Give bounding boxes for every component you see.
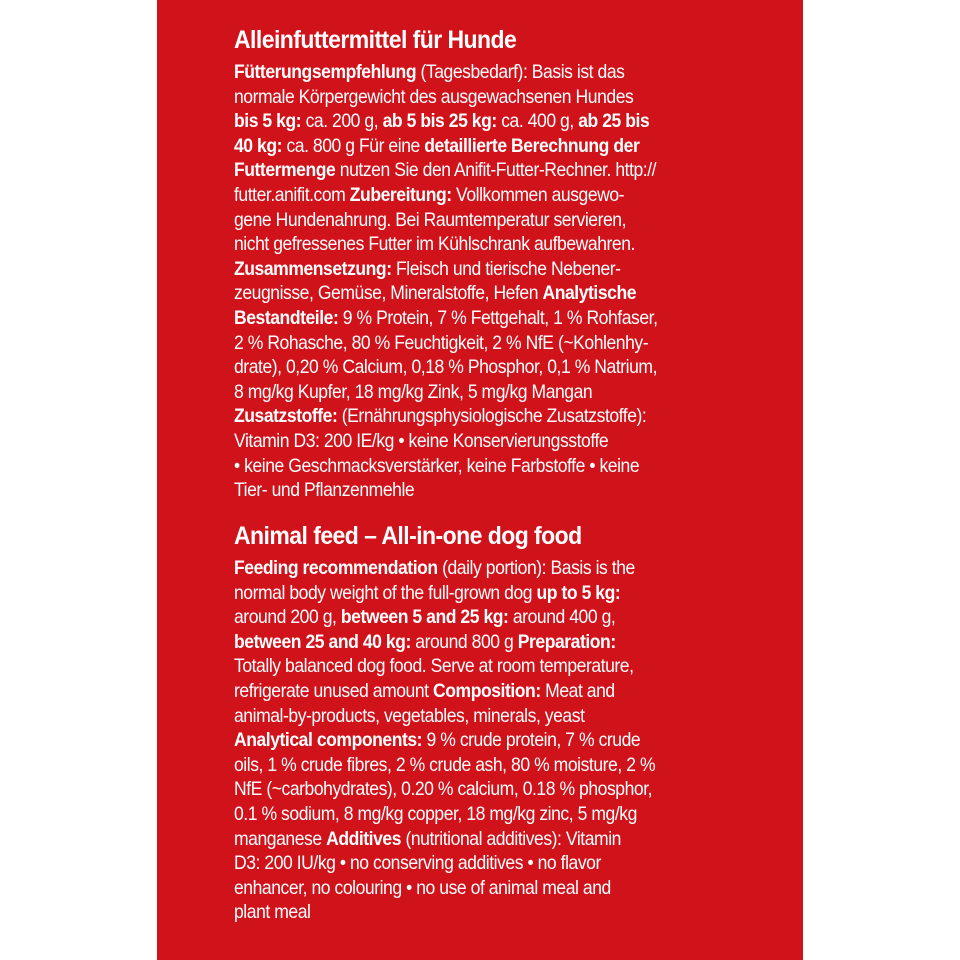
text-line — [234, 208, 725, 233]
text-line — [234, 478, 725, 503]
text-line — [234, 257, 725, 282]
bold-label: Bestandteile: — [234, 306, 339, 329]
bold-label: ab 25 bis — [578, 110, 650, 133]
bold-label: bis 5 kg: — [234, 110, 302, 133]
text-line — [234, 60, 725, 85]
text-run: ca. 400 g, — [496, 110, 579, 133]
english-section — [234, 520, 779, 925]
bold-label: Analytical components: — [234, 729, 423, 752]
text-run: • keine Geschmacksverstärker, keine Farbstoffe • keine — [234, 454, 640, 477]
text-run: around 400 g, — [508, 606, 616, 629]
text-line — [234, 630, 725, 655]
text-run: NfE (~carbohydrates), 0.20 % calcium, 0.18 % phosphor, — [234, 778, 653, 801]
text-line — [234, 183, 725, 208]
text-line — [234, 109, 725, 134]
text-line — [234, 679, 725, 704]
text-run: Totally balanced dog food. Serve at room temperature, — [234, 655, 634, 678]
text-line — [234, 605, 725, 630]
text-line — [234, 900, 725, 925]
text-run: (nutritional additives): Vitamin — [401, 827, 621, 850]
bold-label: between 25 and 40 kg: — [234, 630, 411, 653]
bold-label: Preparation: — [517, 630, 616, 653]
text-run: D3: 200 IU/kg • no conserving additives • no flavor — [234, 852, 601, 875]
text-line — [234, 556, 725, 581]
text-run: (Ernährungsphysiologische Zusatzstoffe): — [337, 405, 647, 428]
bold-label: Analytische — [542, 282, 637, 305]
text-run: around 200 g, — [234, 606, 341, 629]
text-run: refrigerate unused amount — [234, 679, 434, 702]
text-line — [234, 331, 725, 356]
text-run: animal-by-products, vegetables, minerals, yeast — [234, 704, 585, 727]
text-run: (daily portion): Basis is the — [437, 557, 635, 579]
text-line — [234, 404, 725, 429]
text-line — [234, 581, 725, 606]
text-run: enhancer, no colouring • no use of animal meal and — [234, 876, 611, 899]
text-run: (Tagesbedarf): Basis ist das — [416, 61, 625, 83]
text-run: nicht gefressenes Futter im Kühlschrank aufbewahren. — [234, 233, 635, 256]
bold-label: Composition: — [433, 679, 541, 702]
text-line — [234, 355, 725, 380]
text-line — [234, 281, 725, 306]
text-run: manganese — [234, 827, 327, 850]
bold-label: Zubereitung: — [349, 183, 452, 206]
text-line — [234, 429, 725, 454]
text-line — [234, 728, 725, 753]
text-line — [234, 753, 725, 778]
text-line — [234, 704, 725, 729]
bold-label: Additives — [326, 827, 402, 850]
text-line — [234, 232, 725, 257]
text-line — [234, 777, 725, 802]
text-run: nutzen Sie den Anifit-Futter-Rechner. http:// — [335, 159, 657, 182]
text-run: Fleisch und tierische Nebener- — [391, 257, 621, 280]
text-line — [234, 827, 725, 852]
bold-label: between 5 and 25 kg: — [340, 606, 509, 629]
bold-label: up to 5 kg: — [536, 581, 621, 604]
text-run: ca. 800 g Für eine — [282, 134, 425, 157]
text-run: oils, 1 % crude fibres, 2 % crude ash, 80 % moisture, 2 % — [234, 753, 656, 776]
bold-label: Futtermenge — [234, 159, 336, 182]
text-line — [234, 85, 725, 110]
text-line — [234, 851, 725, 876]
bold-label: Zusatzstoffe: — [234, 405, 338, 428]
text-run: ca. 200 g, — [301, 110, 383, 133]
text-run: 8 mg/kg Kupfer, 18 mg/kg Zink, 5 mg/kg Mangan — [234, 380, 593, 403]
bold-label: detaillierte Berechnung der — [424, 134, 640, 157]
text-line — [234, 380, 725, 405]
german-heading: Alleinfuttermittel für Hunde — [234, 26, 517, 54]
text-run: 2 % Rohasche, 80 % Feuchtigkeit, 2 % NfE (~Kohlenhy- — [234, 331, 649, 354]
text-run: Tier- und Pflanzenmehle — [234, 479, 415, 502]
english-body — [234, 556, 779, 925]
bold-label: Fütterungsempfehlung — [234, 61, 417, 83]
text-run: normale Körpergewicht des ausgewachsenen Hundes — [234, 85, 634, 108]
bold-label: Zusammensetzung: — [234, 257, 392, 280]
english-heading: Animal feed – All-in-one dog food — [234, 522, 582, 550]
german-body — [234, 60, 779, 503]
text-run: around 800 g — [410, 630, 518, 653]
text-run: plant meal — [234, 901, 311, 924]
german-section — [234, 24, 779, 503]
text-run: 9 % Protein, 7 % Fettgehalt, 1 % Rohfaser, — [338, 306, 658, 329]
text-run: 9 % crude protein, 7 % crude — [422, 729, 641, 752]
bold-label: ab 5 bis 25 kg: — [382, 110, 497, 133]
bold-label: 40 kg: — [234, 134, 283, 157]
text-line — [234, 158, 725, 183]
text-run: Meat and — [540, 679, 615, 702]
product-label-panel — [157, 0, 803, 960]
text-line — [234, 876, 725, 901]
text-run: zeugnisse, Gemüse, Mineralstoffe, Hefen — [234, 282, 543, 305]
text-run: futter.anifit.com — [234, 183, 350, 206]
text-run: drate), 0,20 % Calcium, 0,18 % Phosphor, 0,1 % Natrium, — [234, 356, 657, 379]
text-line — [234, 654, 725, 679]
text-line — [234, 306, 725, 331]
bold-label: Feeding recommendation — [234, 557, 438, 579]
text-run: 0.1 % sodium, 8 mg/kg copper, 18 mg/kg zinc, 5 mg/kg — [234, 802, 637, 825]
text-line — [234, 134, 725, 159]
text-run: normal body weight of the full-grown dog — [234, 581, 537, 604]
text-line — [234, 802, 725, 827]
text-run: gene Hundenahrung. Bei Raumtemperatur servieren, — [234, 208, 627, 231]
text-run: Vitamin D3: 200 IE/kg • keine Konservierungsstoffe — [234, 429, 609, 452]
text-line — [234, 454, 725, 479]
text-run: Vollkommen ausgewo- — [451, 183, 625, 206]
